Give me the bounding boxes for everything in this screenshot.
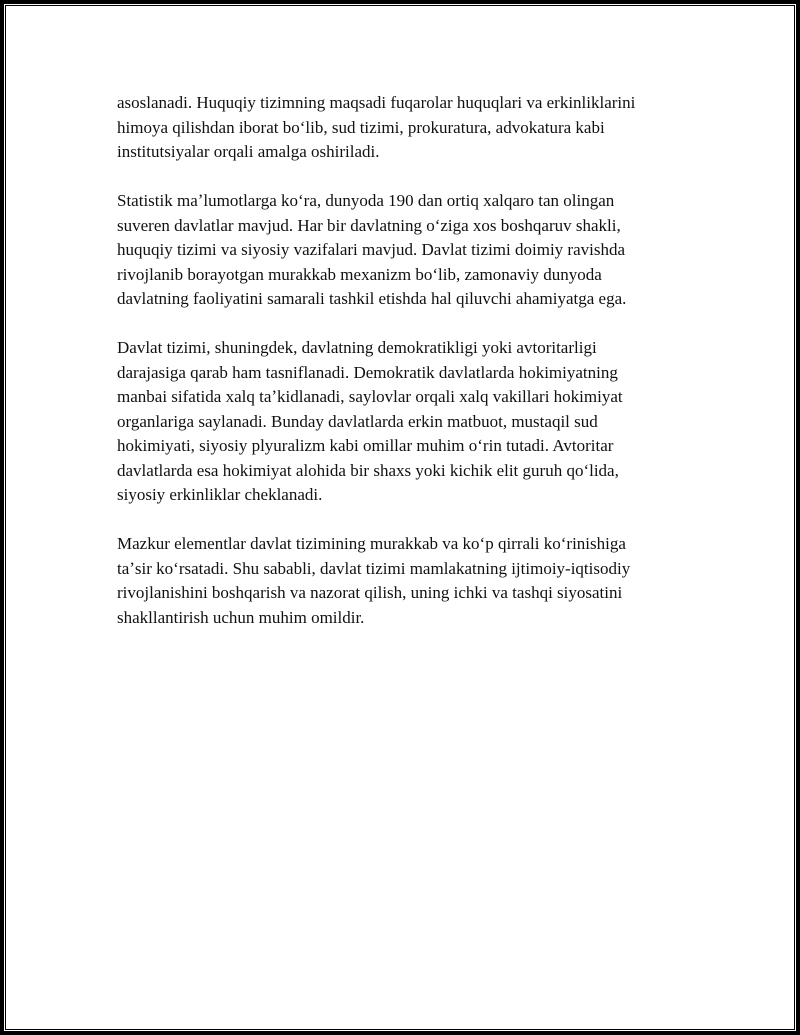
paragraph xyxy=(117,189,717,312)
text-line: Statistik maʼlumotlarga koʻra, dunyoda 190 dan ortiq xalqaro tan olingan xyxy=(117,191,615,210)
text-line: shakllantirish uchun muhim omildir. xyxy=(117,607,365,627)
paragraph xyxy=(117,91,717,165)
text-line: himoya qilishdan iborat boʻlib, sud tizimi, prokuratura, advokatura kabi xyxy=(117,117,605,137)
text-line: Davlat tizimi, shuningdek, davlatning demokratikligi yoki avtoritarligi xyxy=(117,338,597,357)
text-line: taʼsir koʻrsatadi. Shu sababli, davlat tizimi mamlakatning ijtimoiy-iqtisodiy xyxy=(117,558,631,578)
paragraph xyxy=(117,532,717,630)
text-line: davlatlarda esa hokimiyat alohida bir shaxs yoki kichik elit guruh qoʻlida, xyxy=(117,460,619,480)
text-line: manbai sifatida xalq taʼkidlanadi, saylovlar orqali xalq vakillari hokimiyat xyxy=(117,387,623,406)
document-body xyxy=(117,91,717,655)
text-line: darajasiga qarab ham tasniflanadi. Demokratik davlatlarda hokimiyatning xyxy=(117,362,618,382)
text-line: organlariga saylanadi. Bunday davlatlarda erkin matbuot, mustaqil sud xyxy=(117,411,598,431)
text-line: asoslanadi. Huquqiy tizimning maqsadi fuqarolar huquqlari va erkinliklarini xyxy=(117,93,636,112)
text-line: institutsiyalar orqali amalga oshiriladi. xyxy=(117,142,380,161)
text-line: huquqiy tizimi va siyosiy vazifalari mavjud. Davlat tizimi doimiy ravishda xyxy=(117,240,626,259)
text-line: Mazkur elementlar davlat tizimining murakkab va koʻp qirrali koʻrinishiga xyxy=(117,534,626,553)
text-line: davlatning faoliyatini samarali tashkil etishda hal qiluvchi ahamiyatga ega. xyxy=(117,289,627,308)
text-line: siyosiy erkinliklar cheklanadi. xyxy=(117,485,323,504)
text-line: rivojlanib borayotgan murakkab mexanizm boʻlib, zamonaviy dunyoda xyxy=(117,264,602,284)
text-line: rivojlanishini boshqarish va nazorat qilish, uning ichki va tashqi siyosatini xyxy=(117,583,623,602)
text-line: hokimiyati, siyosiy plyuralizm kabi omillar muhim oʻrin tutadi. Avtoritar xyxy=(117,436,614,455)
paragraph xyxy=(117,336,717,508)
text-line: suveren davlatlar mavjud. Har bir davlatning oʻziga xos boshqaruv shakli, xyxy=(117,215,621,235)
